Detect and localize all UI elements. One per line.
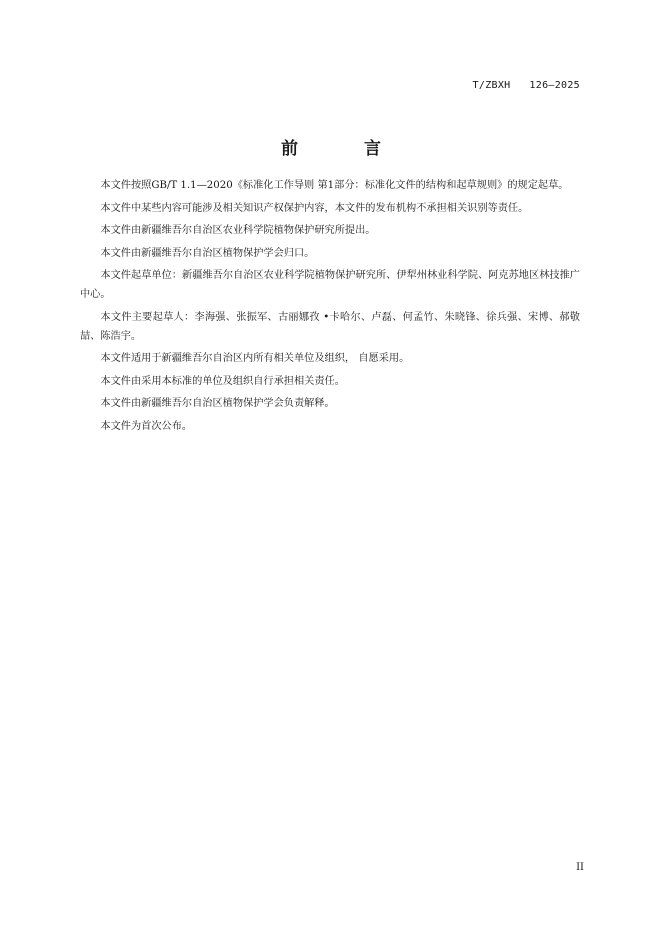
paragraph-interpretation: 本文件由新疆维吾尔自治区植物保护学会负责解释。	[100, 398, 335, 409]
paragraph-patent-notice: 本文件中某些内容可能涉及相关知识产权保护内容，本文件的发布机构不承担相关识别等责任。	[100, 202, 529, 214]
paragraph-drafting-basis: 本文件按照GB/T 1.1—2020《标准化工作导则 第1部分：标准化文件的结构和起草规则》的规定起草。	[100, 180, 569, 191]
foreword-body	[80, 176, 580, 439]
document-code: T/ZBXH 126—2025	[472, 80, 580, 91]
page-title: 前 言	[281, 139, 411, 159]
paragraph-first-publication: 本文件为首次公布。	[100, 420, 193, 432]
paragraph-responsibility: 本文件由采用本标准的单位及组织自行承担相关责任。	[100, 375, 345, 387]
paragraph-drafters: 本文件主要起草人：李海强、张振军、古丽娜孜 •卡哈尔、卢磊、何孟竹、朱晓锋、徐兵强、宋博、郝敬喆、陈浩宇。	[80, 311, 580, 342]
paragraph-administrator: 本文件由新疆维吾尔自治区植物保护学会归口。	[100, 247, 315, 259]
page-number: II	[576, 862, 584, 873]
paragraph-proposer: 本文件由新疆维吾尔自治区农业科学院植物保护研究所提出。	[100, 225, 376, 236]
paragraph-drafting-units: 本文件起草单位：新疆维吾尔自治区农业科学院植物保护研究所、伊犁州林业科学院、阿克苏地区林技推广中心。	[80, 270, 580, 300]
paragraph-scope: 本文件适用于新疆维吾尔自治区内所有相关单位及组织， 自愿采用。	[100, 353, 410, 364]
